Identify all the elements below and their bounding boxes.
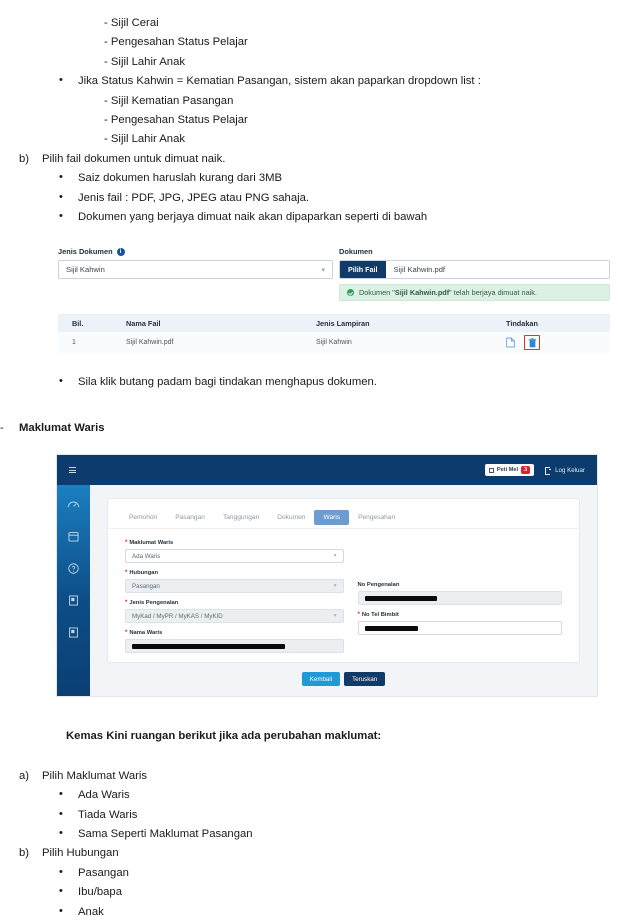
tab-pasangan[interactable]: Pasangan <box>175 513 205 521</box>
list-item: • Saiz dokumen haruslah kurang dari 3MB <box>78 169 618 188</box>
list-item: • Ibu/bapa <box>78 883 618 902</box>
mail-badge-count: 3 <box>521 466 530 474</box>
hubungan-value: Pasangan <box>132 582 160 590</box>
hamburger-menu-icon[interactable] <box>69 467 76 473</box>
peti-mel-button[interactable] <box>485 464 534 476</box>
dokumen-label-text: Dokumen <box>338 247 373 257</box>
kembali-button[interactable]: Kembali <box>302 672 340 686</box>
list-item-b2 <box>19 844 618 863</box>
no-pengenalan-label-text: No Pengenalan <box>357 582 400 589</box>
no-pengenalan-label <box>358 582 563 588</box>
list-item: • Jenis fail : PDF, JPG, JPEG atau PNG sahaja. <box>78 189 618 208</box>
kemas-kini-heading: Kemas Kini ruangan berikut jika ada perubahan maklumat: <box>66 730 382 743</box>
tab-waris[interactable]: Waris <box>314 510 349 525</box>
no-tel-bimbit-field[interactable] <box>358 621 563 635</box>
maklumat-waris-label <box>125 540 344 546</box>
upload-success-message <box>339 284 610 301</box>
no-pengenalan-field[interactable] <box>358 591 563 605</box>
app-screenshot-figure <box>56 454 598 697</box>
jenis-pengenalan-value: MyKad / MyPR / MyKAS / MyKID <box>132 612 223 620</box>
chevron-down-icon: ▾ <box>333 553 337 560</box>
nama-waris-label <box>125 630 344 636</box>
list-item: - Pengesahan Status Pelajar <box>104 114 248 127</box>
pilih-fail-button[interactable]: Pilih Fail <box>340 261 386 278</box>
logout-label: Log Keluar <box>555 466 585 474</box>
jenis-pengenalan-select[interactable] <box>125 609 344 623</box>
hubungan-label <box>125 570 344 576</box>
list-marker: b) <box>19 152 30 165</box>
list-item: • Sila klik butang padam bagi tindakan menghapus dokumen. <box>78 373 618 392</box>
list-item-label: Pilih Hubungan <box>42 847 119 860</box>
list-item: • Jika Status Kahwin = Kematian Pasangan, sistem akan paparkan dropdown list : <box>78 72 618 91</box>
hubungan-label-text: Hubungan <box>129 570 158 577</box>
cell-tindakan <box>506 335 610 350</box>
cell-bil: 1 <box>72 339 76 347</box>
list-item: - Sijil Lahir Anak <box>104 55 185 68</box>
jenis-pengenalan-label <box>125 600 344 606</box>
column-header-nama: Nama Fail <box>126 318 161 328</box>
nama-waris-label-text: Nama Waris <box>129 630 163 637</box>
table-row <box>58 332 610 353</box>
trash-delete-icon[interactable] <box>528 338 537 348</box>
list-item-label: Pilih fail dokumen untuk dimuat naik. <box>42 152 226 165</box>
tab-tanggungan[interactable]: Tanggungan <box>222 513 260 521</box>
cell-jenis-lampiran: Sijil Kahwin <box>316 339 352 347</box>
nama-waris-field[interactable] <box>125 639 344 653</box>
waris-form <box>108 529 579 660</box>
list-item: • Tiada Waris <box>78 806 618 825</box>
form-actions <box>107 672 580 686</box>
logout-button[interactable] <box>545 467 585 474</box>
table-header-row <box>58 314 610 332</box>
required-marker: * <box>125 570 128 577</box>
list-marker: b) <box>19 847 30 860</box>
form-tabs <box>108 499 579 529</box>
check-circle-icon <box>347 289 354 296</box>
list-item-label: Pilih Maklumat Waris <box>42 769 148 782</box>
list-item: • Dokumen yang berjaya dimuat naik akan dipaparkan seperti di bawah <box>78 208 618 227</box>
redacted-value <box>365 596 437 601</box>
no-tel-bimbit-label-text: No Tel Bimbit <box>361 612 399 619</box>
list-item-a2 <box>19 767 618 786</box>
list-item: - Sijil Cerai <box>104 17 159 29</box>
list-item: • Anak <box>78 903 618 922</box>
document-icon[interactable] <box>67 594 80 607</box>
app-header <box>57 455 597 485</box>
section-maklumat-waris <box>0 419 618 438</box>
teruskan-button[interactable]: Teruskan <box>344 672 385 686</box>
dashboard-icon[interactable] <box>67 498 80 511</box>
list-item: • Ada Waris <box>78 786 618 805</box>
jenis-dokumen-label <box>58 247 333 256</box>
tab-dokumen[interactable]: Dokumen <box>277 513 306 521</box>
column-header-tindakan: Tindakan <box>506 318 538 328</box>
chevron-down-icon: ▾ <box>333 613 337 620</box>
list-item: - Pengesahan Status Pelajar <box>104 36 248 49</box>
logout-icon <box>545 467 551 473</box>
hubungan-select[interactable] <box>125 579 344 593</box>
tab-pengesahan[interactable]: Pengesahan <box>358 513 396 521</box>
required-marker: * <box>357 612 360 619</box>
file-upload-row[interactable] <box>339 260 610 279</box>
required-marker: * <box>125 600 128 607</box>
waris-form-card <box>107 498 580 663</box>
jenis-dokumen-select[interactable] <box>58 260 333 279</box>
section-dash-marker: - <box>0 421 4 434</box>
list-item: • Sama Seperti Maklumat Pasangan <box>78 825 618 844</box>
uploaded-documents-table <box>58 314 610 353</box>
peti-mel-label: Peti Mel <box>496 467 519 474</box>
section-title: Maklumat Waris <box>19 421 105 434</box>
report-icon[interactable] <box>67 626 80 639</box>
maklumat-waris-select[interactable] <box>125 549 344 563</box>
app-content <box>90 485 597 697</box>
required-marker: * <box>125 540 128 547</box>
upload-success-text: Dokumen "Sijil Kahwin.pdf" telah berjaya dimuat naik. <box>358 288 537 298</box>
document-upload-figure <box>58 247 610 353</box>
jenis-pengenalan-label-text: Jenis Pengenalan <box>129 600 179 607</box>
jenis-dokumen-label-text: Jenis Dokumen <box>58 247 113 257</box>
maklumat-waris-value: Ada Waris <box>132 552 161 560</box>
dokumen-label <box>339 247 610 256</box>
mail-icon <box>489 468 494 473</box>
jenis-dokumen-value: Sijil Kahwin <box>66 265 105 275</box>
delete-highlight-box <box>524 335 540 350</box>
redacted-value <box>365 626 418 631</box>
list-item-b <box>19 150 618 169</box>
chevron-down-icon: ▾ <box>333 583 337 590</box>
column-header-bil: Bil. <box>72 318 84 328</box>
list-item: - Sijil Lahir Anak <box>104 133 185 146</box>
document-view-icon[interactable] <box>506 337 515 348</box>
list-item: • Pasangan <box>78 864 618 883</box>
selected-file-name: Sijil Kahwin.pdf <box>393 265 446 275</box>
column-header-jenis: Jenis Lampiran <box>316 318 370 328</box>
app-sidebar <box>57 485 90 697</box>
no-tel-bimbit-label <box>358 612 563 618</box>
list-marker: a) <box>19 769 30 782</box>
list-item: - Sijil Kematian Pasangan <box>104 94 234 107</box>
calendar-icon[interactable] <box>67 530 80 543</box>
help-icon[interactable] <box>67 562 80 575</box>
chevron-down-icon: ▾ <box>321 266 325 274</box>
redacted-value <box>132 644 285 649</box>
cell-nama-fail: Sijil Kahwin.pdf <box>126 339 174 347</box>
info-icon[interactable]: i <box>117 248 125 256</box>
required-marker: * <box>125 630 128 637</box>
maklumat-waris-label-text: Maklumat Waris <box>129 540 174 547</box>
tab-pemohon[interactable]: Pemohon <box>129 513 158 521</box>
